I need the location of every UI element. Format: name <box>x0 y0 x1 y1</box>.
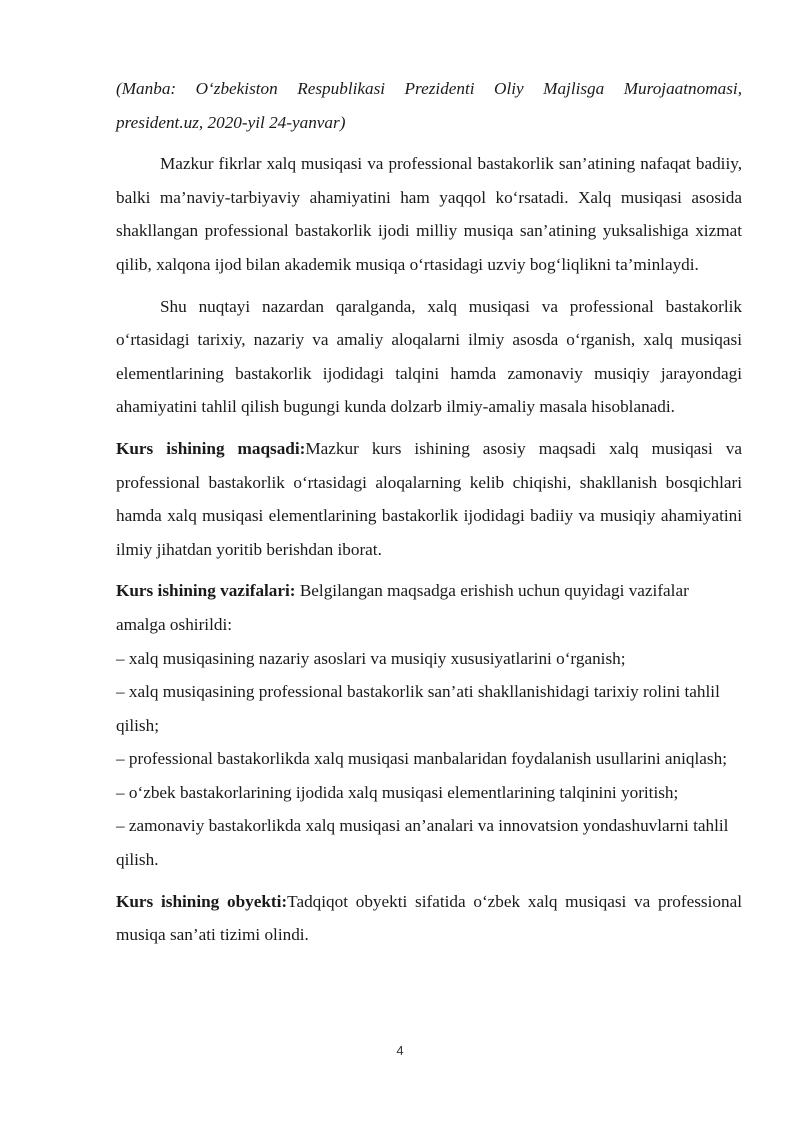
document-page <box>116 72 742 960</box>
tasks-list <box>116 642 742 877</box>
list-item: – professional bastakorlikda xalq musiqasi manbalaridan foydalanish usullarini aniqlash; <box>116 749 727 769</box>
goal-section <box>116 432 742 566</box>
list-item: – zamonaviy bastakorlikda xalq musiqasi an’analari va innovatsion yondashuvlarni tahlil qilish. <box>116 816 729 870</box>
tasks-label: Kurs ishining vazifalari: <box>116 581 296 601</box>
page-number: 4 <box>396 1043 404 1058</box>
list-item: – xalq musiqasining professional bastakorlik san’ati shakllanishidagi tarixiy rolini tahlil qilish; <box>116 682 720 735</box>
source-citation: (Manba: O‘zbekiston Respublikasi Prezidenti Oliy Majlisga Murojaatnomasi, president.uz, 2020-yil 24-yanvar) <box>116 79 742 132</box>
tasks-section <box>116 574 742 876</box>
tasks-heading <box>116 574 742 641</box>
object-section <box>116 885 742 952</box>
object-text: Tadqiqot obyekti sifatida o‘zbek xalq musiqasi va professional musiqa san’ati tizimi olindi. <box>116 891 742 945</box>
body-paragraph-1: Mazkur fikrlar xalq musiqasi va professional bastakorlik san’atining nafaqat badiiy, balki ma’naviy-tarbiyaviy ahamiyatini ham yaqqol ko‘rsatadi. Xalq musiqasi asosida shakllangan professional bastakorlik ijodi milliy musiqa san’atining yuksalishiga xizmat qilib, xalqona ijod bilan akademik musiqa o‘rtasidagi uzviy bog‘liqlikni ta’minlaydi. <box>116 154 742 274</box>
list-item: – xalq musiqasining nazariy asoslari va musiqiy xususiyatlarini o‘rganish; <box>116 648 626 668</box>
tasks-intro: Belgilangan maqsadga erishish uchun quyidagi vazifalar amalga oshirildi: <box>116 581 689 634</box>
body-paragraph-2: Shu nuqtayi nazardan qaralganda, xalq musiqasi va professional bastakorlik o‘rtasidagi tarixiy, nazariy va amaliy aloqalarni ilmiy asosda o‘rganish, xalq musiqasi elementlarining bastakorlik ijodidagi talqini hamda zamonaviy musiqiy jarayondagi ahamiyatini tahlil qilish bugungi kunda dolzarb ilmiy-amaliy masala hisoblanadi. <box>116 296 742 417</box>
object-label: Kurs ishining obyekti: <box>116 891 288 911</box>
goal-text: Mazkur kurs ishining asosiy maqsadi xalq musiqasi va professional bastakorlik o‘rtasidagi aloqalarning kelib chiqishi, shakllanish bosqichlari hamda xalq musiqasi elementlarining bastakorlik ijodidagi badiiy va musiqiy ahamiyatini ilmiy jihatdan yoritib berishdan iborat. <box>116 438 742 559</box>
goal-label: Kurs ishining maqsadi: <box>116 438 306 458</box>
list-item: – o‘zbek bastakorlarining ijodida xalq musiqasi elementlarining talqinini yoritish; <box>116 782 679 802</box>
